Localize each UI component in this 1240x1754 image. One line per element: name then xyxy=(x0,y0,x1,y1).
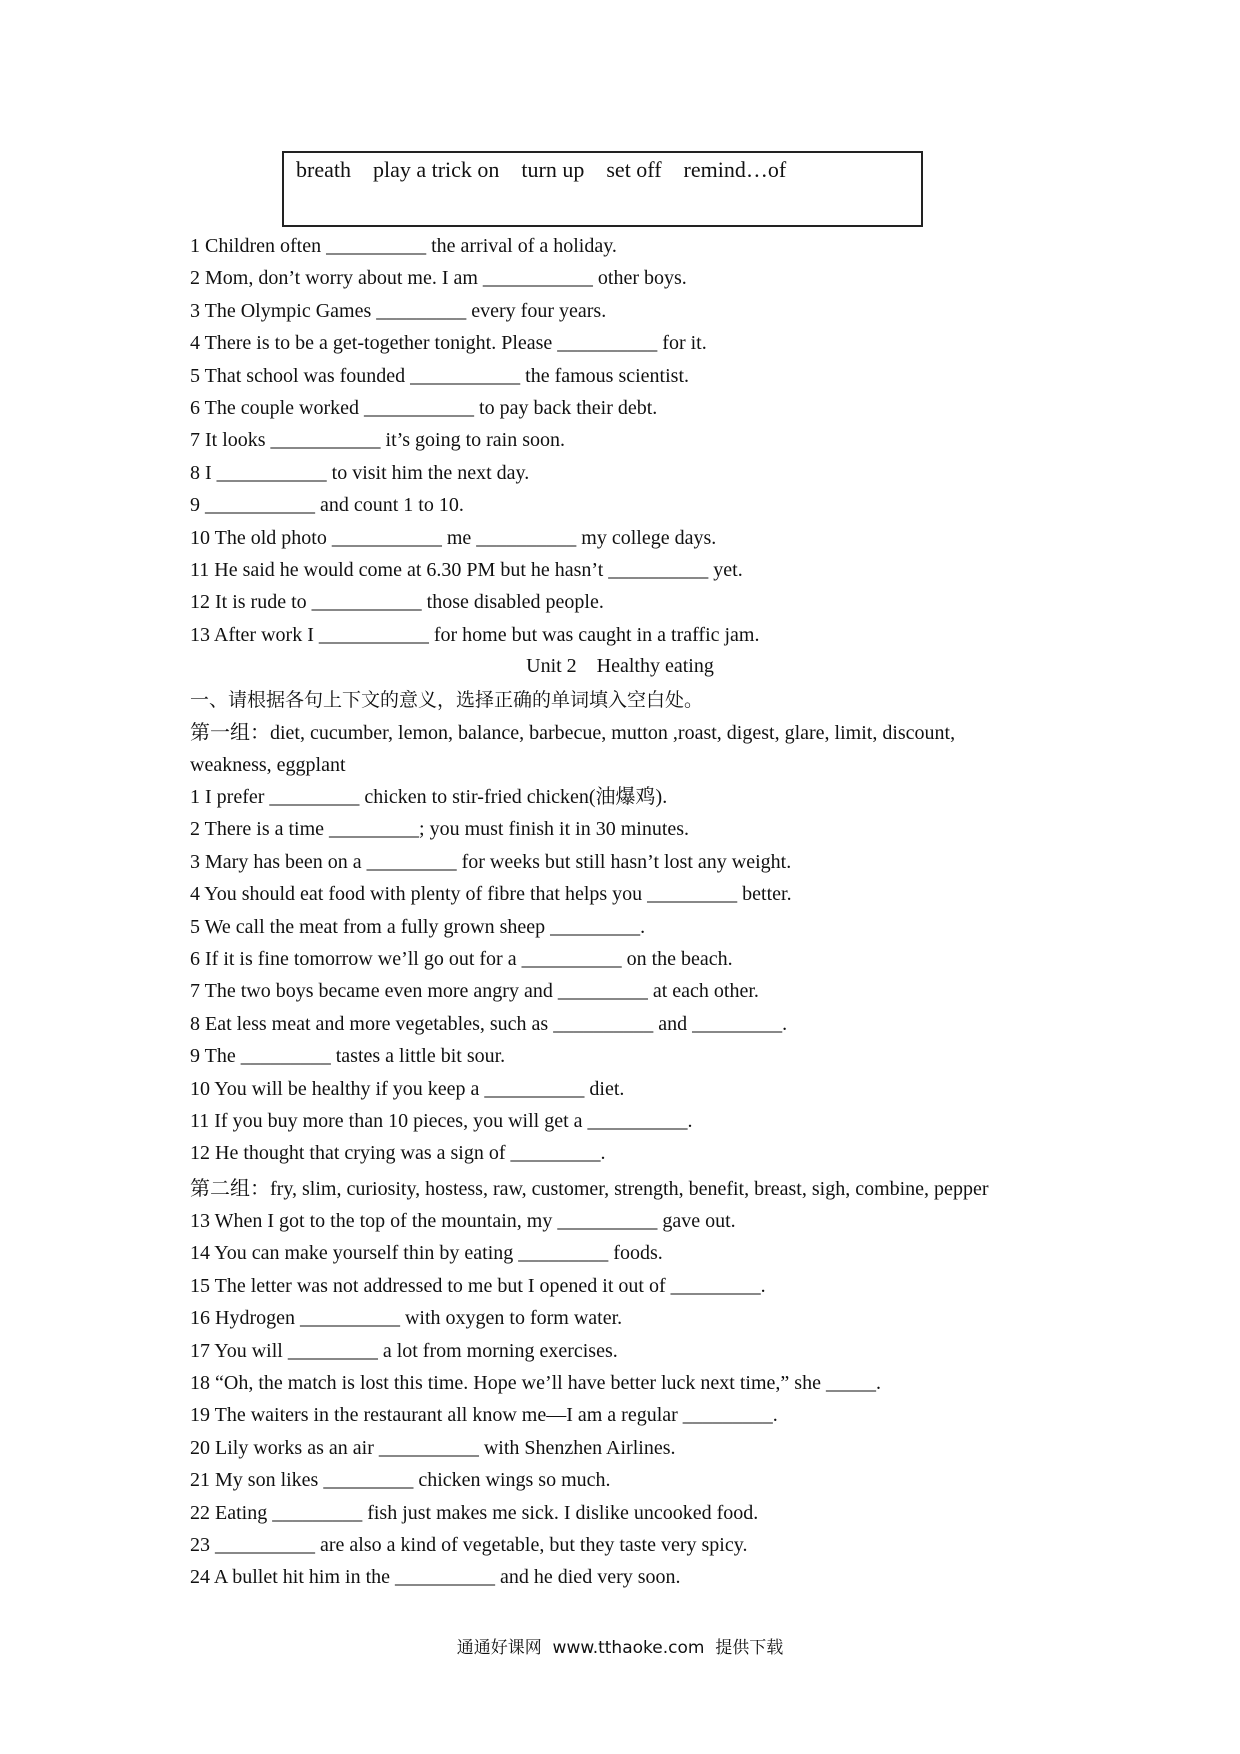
unit-title: Unit 2 Healthy eating xyxy=(526,655,714,677)
question-item: 14 You can make yourself thin by eating _________ foods. xyxy=(190,1242,663,1265)
question-item: 10 You will be healthy if you keep a __________ diet. xyxy=(190,1077,625,1100)
group1-word-list-cont: weakness, eggplant xyxy=(190,754,346,776)
question-item: 5 That school was founded ___________ the famous scientist. xyxy=(190,364,690,387)
question-item: 21 My son likes _________ chicken wings so much. xyxy=(190,1469,611,1492)
question-item: 16 Hydrogen __________ with oxygen to form water. xyxy=(190,1307,623,1330)
footer: 通通好课网 www.tthaoke.com 提供下载 xyxy=(456,1638,784,1658)
group1-word-list: 第一组：diet, cucumber, lemon, balance, barbecue, mutton ,roast, digest, glare, limit, discount, xyxy=(190,722,956,744)
question-item: 7 The two boys became even more angry and _________ at each other. xyxy=(190,980,759,1003)
question-item: 12 It is rude to ___________ those disabled people. xyxy=(190,591,604,614)
word-bank-box xyxy=(282,151,923,227)
question-item: 3 Mary has been on a _________ for weeks but still hasn’t lost any weight. xyxy=(190,850,792,873)
question-item: 15 The letter was not addressed to me but I opened it out of _________. xyxy=(190,1274,766,1297)
question-item: 10 The old photo ___________ me __________ my college days. xyxy=(190,526,717,549)
question-item: 19 The waiters in the restaurant all know me—I am a regular _________. xyxy=(190,1404,778,1427)
group2-word-list: 第二组：fry, slim, curiosity, hostess, raw, customer, strength, benefit, breast, sigh, combine, pepper xyxy=(190,1178,989,1200)
question-item: 5 We call the meat from a fully grown sheep _________. xyxy=(190,915,646,938)
question-item: 3 The Olympic Games _________ every four years. xyxy=(190,299,607,322)
question-item: 22 Eating _________ fish just makes me sick. I dislike uncooked food. xyxy=(190,1501,759,1524)
question-item: 23 __________ are also a kind of vegetable, but they taste very spicy. xyxy=(190,1534,748,1556)
question-item: 18 “Oh, the match is lost this time. Hope we’ll have better luck next time,” she _____. xyxy=(190,1372,881,1394)
question-item: 8 I ___________ to visit him the next day. xyxy=(190,461,530,484)
question-item: 6 If it is fine tomorrow we’ll go out for a __________ on the beach. xyxy=(190,948,733,970)
question-item: 2 Mom, don’t worry about me. I am ___________ other boys. xyxy=(190,267,687,290)
question-item: 9 The _________ tastes a little bit sour. xyxy=(190,1045,506,1068)
instruction: 一、请根据各句上下文的意义，选择正确的单词填入空白处。 xyxy=(190,689,704,711)
question-item: 4 You should eat food with plenty of fibre that helps you _________ better. xyxy=(190,883,792,906)
question-item: 20 Lily works as an air __________ with Shenzhen Airlines. xyxy=(190,1436,676,1459)
question-item: 9 ___________ and count 1 to 10. xyxy=(190,494,464,517)
question-item: 11 If you buy more than 10 pieces, you will get a __________. xyxy=(190,1110,693,1132)
question-item: 6 The couple worked ___________ to pay back their debt. xyxy=(190,397,658,419)
question-item: 13 After work I ___________ for home but was caught in a traffic jam. xyxy=(190,623,760,646)
question-item: 11 He said he would come at 6.30 PM but he hasn’t __________ yet. xyxy=(190,559,743,581)
question-item: 24 A bullet hit him in the __________ and he died very soon. xyxy=(190,1566,681,1589)
word-bank: breath play a trick on turn up set off remind…of xyxy=(296,157,787,182)
question-item: 4 There is to be a get-together tonight. Please __________ for it. xyxy=(190,332,707,355)
question-item: 13 When I got to the top of the mountain, my __________ gave out. xyxy=(190,1210,736,1232)
question-item: 7 It looks ___________ it’s going to rain soon. xyxy=(190,429,565,452)
question-item: 1 Children often __________ the arrival of a holiday. xyxy=(190,235,617,257)
question-item: 2 There is a time _________; you must finish it in 30 minutes. xyxy=(190,818,690,841)
question-item: 8 Eat less meat and more vegetables, such as __________ and _________. xyxy=(190,1012,788,1035)
question-item: 1 I prefer _________ chicken to stir-fried chicken(油爆鸡). xyxy=(190,786,668,808)
question-item: 12 He thought that crying was a sign of _________. xyxy=(190,1142,606,1165)
question-item: 17 You will _________ a lot from morning exercises. xyxy=(190,1339,618,1362)
